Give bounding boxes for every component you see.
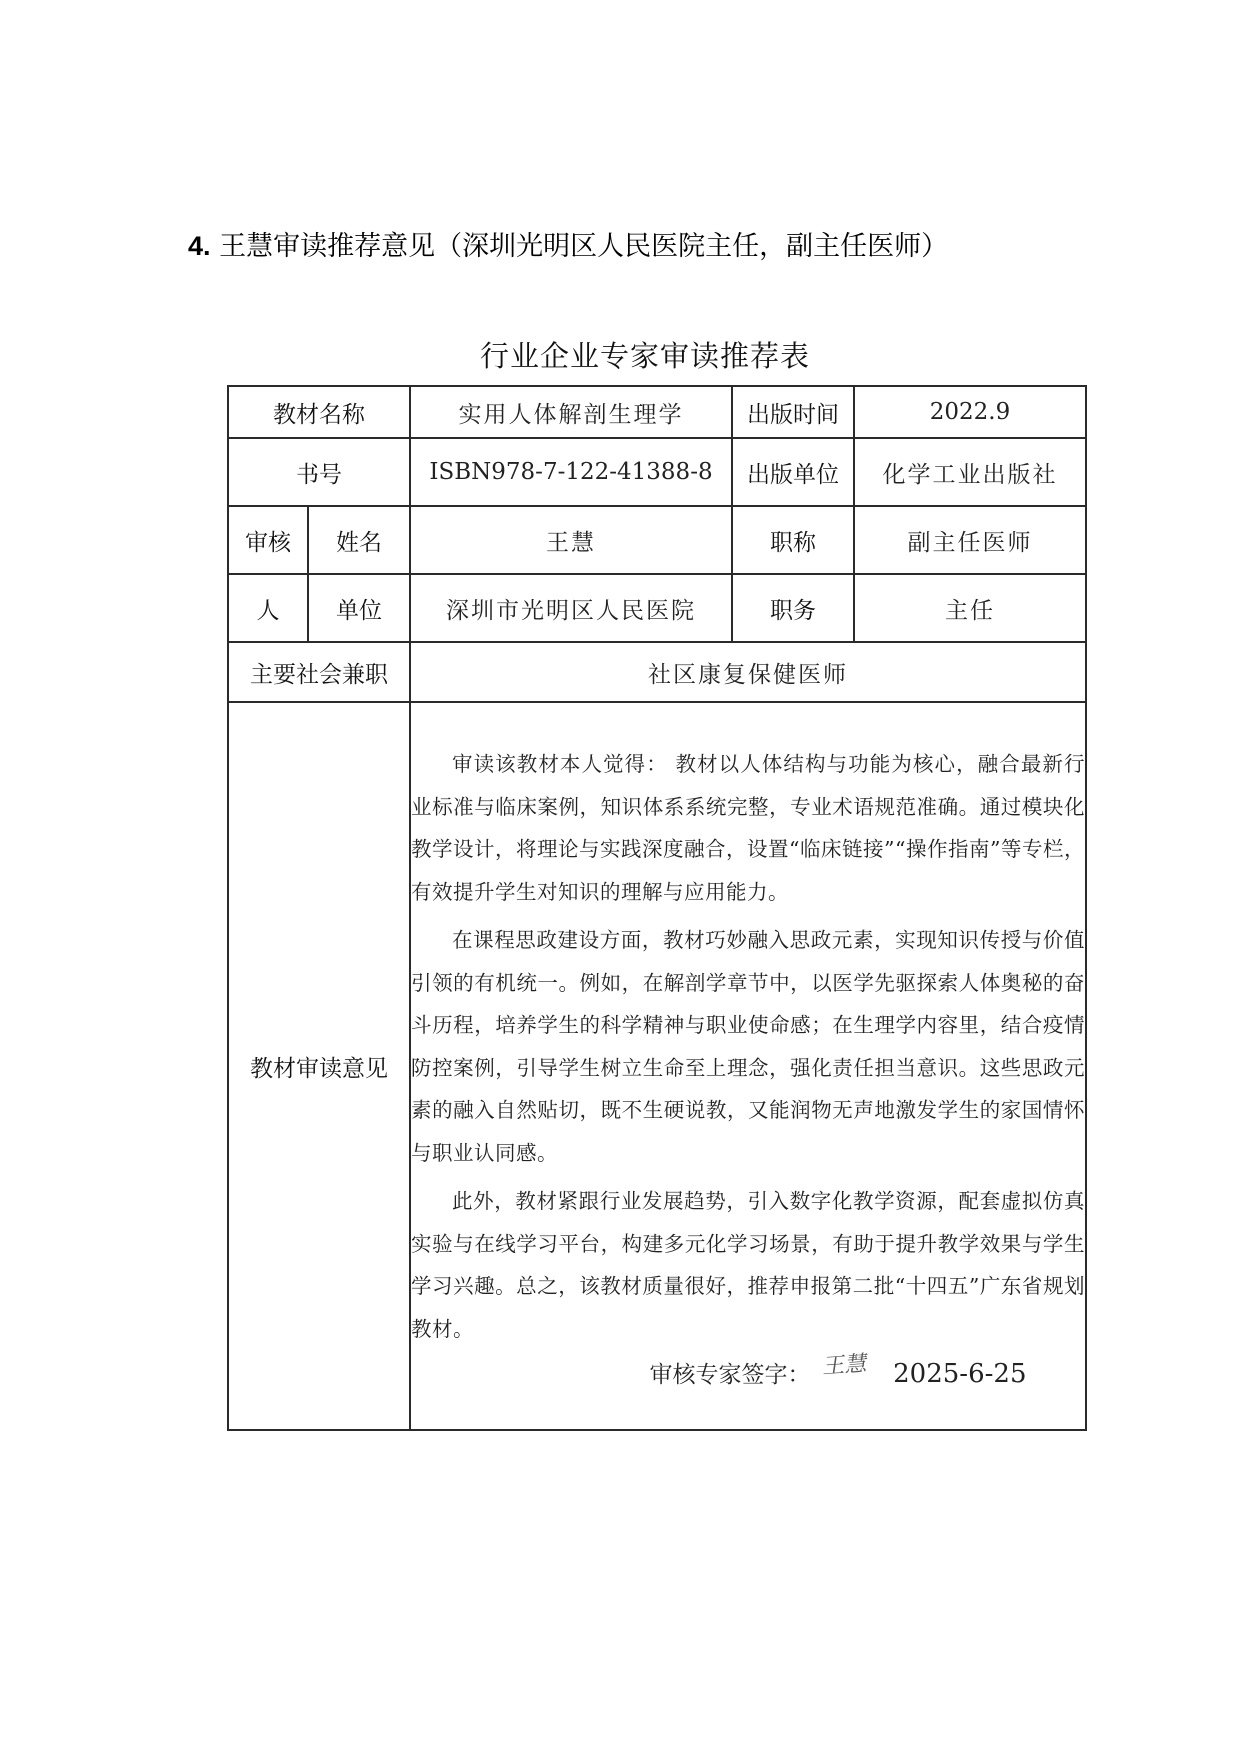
form-title: 行业企业专家审读推荐表	[479, 339, 810, 373]
section-number: 4.	[188, 231, 211, 261]
value-publisher: 化学工业出版社	[854, 438, 1086, 506]
label-reviewer-bottom: 人	[228, 574, 308, 642]
value-unit: 深圳市光明区人民医院	[410, 574, 732, 642]
value-title: 副主任医师	[854, 506, 1086, 574]
opinion-paragraph-3: 此外，教材紧跟行业发展趋势，引入数字化教学资源，配套虚拟仿真实验与在线学习平台，构建多元化学习场景，有助于提升教学效果与学生学习兴趣。总之，该教材质量很好，推荐申报第二批“十四五”广东省规划教材。	[411, 1189, 1085, 1341]
signature-date: 2025-6-25	[893, 1359, 1027, 1389]
review-form-table	[227, 385, 1087, 1431]
label-textbook-name: 教材名称	[228, 386, 410, 438]
handwritten-signature: 王慧	[821, 1351, 870, 1380]
label-title: 职称	[732, 506, 854, 574]
label-pub-date: 出版时间	[732, 386, 854, 438]
label-book-number: 书号	[228, 438, 410, 506]
label-name: 姓名	[308, 506, 410, 574]
signature-label: 审核专家签字：	[649, 1362, 811, 1388]
label-unit: 单位	[308, 574, 410, 642]
label-position: 职务	[732, 574, 854, 642]
value-social-roles: 社区康复保健医师	[410, 642, 1086, 702]
opinion-paragraph-1: 审读该教材本人觉得： 教材以人体结构与功能为核心，融合最新行业标准与临床案例，知识体系系统完整，专业术语规范准确。通过模块化教学设计，将理论与实践深度融合，设置“临床链接”“操作指南”等专栏，有效提升学生对知识的理解与应用能力。	[411, 752, 1085, 904]
label-publisher: 出版单位	[732, 438, 854, 506]
value-book-number: ISBN978-7-122-41388-8	[410, 438, 732, 506]
section-heading	[188, 224, 948, 263]
section-heading-text: 王慧审读推荐意见（深圳光明区人民医院主任，副主任医师）	[219, 231, 949, 262]
value-name: 王慧	[410, 506, 732, 574]
value-pub-date: 2022.9	[854, 386, 1086, 438]
table-row	[228, 702, 1086, 1430]
opinion-content	[410, 702, 1086, 1430]
label-opinion: 教材审读意见	[228, 702, 410, 1430]
signature-row	[411, 1351, 1085, 1389]
table-row	[228, 386, 1086, 438]
opinion-paragraph-2: 在课程思政建设方面，教材巧妙融入思政元素，实现知识传授与价值引领的有机统一。例如，在解剖学章节中，以医学先驱探索人体奥秘的奋斗历程，培养学生的科学精神与职业使命感；在生理学内容里，结合疫情防控案例，引导学生树立生命至上理念，强化责任担当意识。这些思政元素的融入自然贴切，既不生硬说教，又能润物无声地激发学生的家国情怀与职业认同感。	[411, 928, 1085, 1165]
value-position: 主任	[854, 574, 1086, 642]
table-row	[228, 438, 1086, 506]
label-social-roles: 主要社会兼职	[228, 642, 410, 702]
label-reviewer-top: 审核	[228, 506, 308, 574]
value-textbook-name: 实用人体解剖生理学	[410, 386, 732, 438]
table-row	[228, 506, 1086, 574]
table-row	[228, 574, 1086, 642]
table-row	[228, 642, 1086, 702]
